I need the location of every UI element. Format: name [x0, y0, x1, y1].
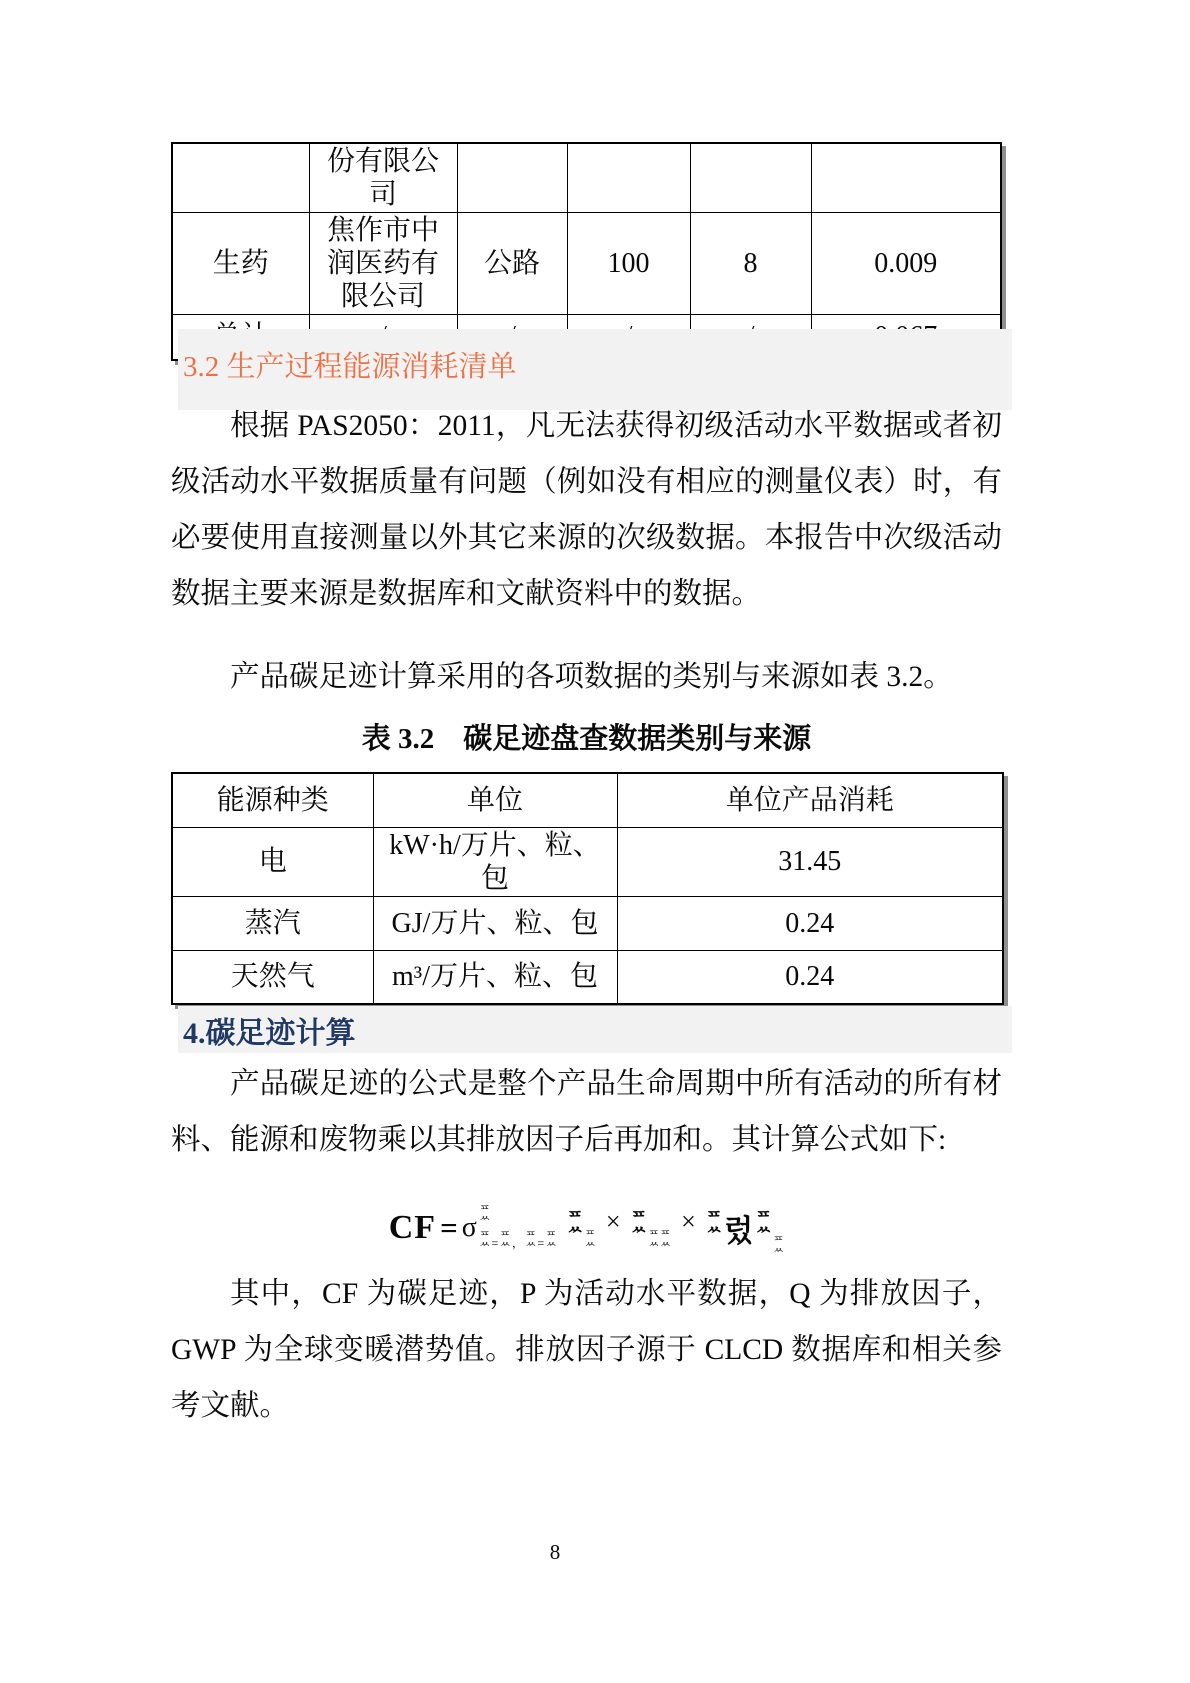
table [171, 772, 1004, 1005]
table-cell: 天然气 [172, 950, 373, 1004]
paragraph-formula-intro: 产品碳足迹的公式是整个产品生命周期中所有活动的所有材料、能源和废物乘以其排放因子后再加和。其计算公式如下: [171, 1068, 1002, 1156]
paragraph-formula-explain: 其中，CF 为碳足迹，P 为活动水平数据，Q 为排放因子，GWP 为全球变暖潜势值。排放因子源于 CLCD 数据库和相关参考文献。 [171, 1278, 1002, 1422]
table-cell: 生药 [172, 213, 309, 315]
paragraph-table-ref: 产品碳足迹计算采用的各项数据的类别与来源如表 3.2。 [230, 661, 953, 693]
formula-lhs: CF [388, 1209, 437, 1246]
table-header-cell: 单位产品消耗 [617, 773, 1003, 827]
table-cell: 蒸汽 [172, 896, 373, 950]
table-row [172, 213, 1001, 315]
table-cell [457, 143, 567, 213]
table-header-cell: 能源种类 [172, 773, 373, 827]
table-cell: 份有限公司 [309, 143, 457, 213]
table-cell: m³/万片、粒、包 [373, 950, 617, 1004]
table-cell: 0.009 [811, 213, 1001, 315]
table-cell: 公路 [457, 213, 567, 315]
table-cell [690, 143, 811, 213]
table-row [172, 143, 1001, 213]
table-cell: 8 [690, 213, 811, 315]
table-row [172, 827, 1003, 896]
table-cell: kW·h/万片、粒、包 [373, 827, 617, 896]
table-cell: 31.45 [617, 827, 1003, 896]
table-cell: 电 [172, 827, 373, 896]
formula: CF = σ ᄑ ᄊ ᄑ ᄊ = ᄑ ᄊ ， ᄑ ᄊ = ᄑ ᄊ ᄑ ᄊ ᄑ ᄊ × ᄑ ᄊ ᄑ ᄊ ᄑ ᄊ × ᄑ ᄊ 렀 ᄑ ᄊ ᄑ ᄊ [388, 1203, 785, 1261]
transport-table [171, 142, 1002, 361]
section-heading-4 [178, 1006, 1012, 1053]
table-cell [172, 143, 309, 213]
table-row [172, 773, 1003, 827]
section-heading-3-2-title: 3.2 生产过程能源消耗清单 [183, 351, 517, 383]
table-cell: 0.24 [617, 896, 1003, 950]
page-number: 8 [549, 1540, 561, 1564]
table-header-cell: 单位 [373, 773, 617, 827]
table-cell: 0.24 [617, 950, 1003, 1004]
table-cell [811, 143, 1001, 213]
paragraph-pas2050: 根据 PAS2050：2011，凡无法获得初级活动水平数据或者初级活动水平数据质量有问题（例如没有相应的测量仪表）时，有必要使用直接测量以外其它来源的次级数据。本报告中次级活动数据主要来源是数据库和文献资料中的数据。 [171, 410, 1002, 610]
table-cell: GJ/万片、粒、包 [373, 896, 617, 950]
table-cell: 焦作市中润医药有限公司 [309, 213, 457, 315]
energy-consumption-table [171, 772, 1004, 1005]
table-row [172, 896, 1003, 950]
table-cell: 100 [567, 213, 690, 315]
table-3-2-caption: 表 3.2 碳足迹盘查数据类别与来源 [361, 723, 812, 755]
section-heading-4-title: 4.碳足迹计算 [183, 1016, 356, 1050]
table-row [172, 950, 1003, 1004]
table-cell [567, 143, 690, 213]
table [171, 142, 1002, 361]
